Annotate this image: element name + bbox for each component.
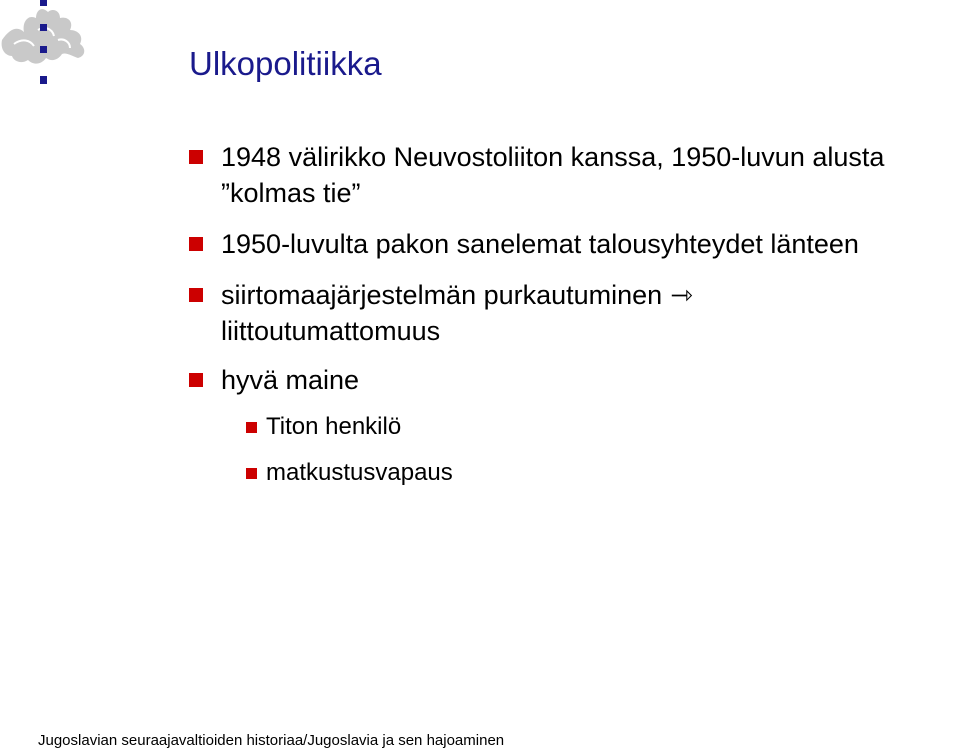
bullet-text: hyvä maine (221, 365, 360, 395)
bullet-item (189, 277, 959, 349)
square-bullet-icon (246, 422, 257, 433)
bullet-text-continued: ”kolmas tie” (221, 178, 361, 208)
bullet-item (189, 362, 959, 398)
square-bullet-icon (246, 468, 257, 479)
right-arrow-icon: ⇾ (670, 280, 693, 310)
bullet-text: siirtomaajärjestelmän purkautuminen (221, 280, 663, 310)
bullet-text-continued: liittoutumattomuus (221, 316, 441, 346)
bullet-item (189, 139, 959, 211)
square-bullet-icon (189, 288, 203, 302)
bullet-text: 1948 välirikko Neuvostoliiton kanssa, 1950-luvun alusta (221, 142, 885, 172)
bullet-text: 1950-luvulta pakon sanelemat talousyhteydet länteen (221, 229, 859, 259)
square-bullet-icon (189, 150, 203, 164)
slide-title: Ulkopolitiikka (189, 45, 382, 82)
bullet-item (189, 226, 959, 262)
sub-bullet-text: Titon henkilö (266, 413, 402, 440)
square-bullet-icon (189, 373, 203, 387)
sub-bullet-text: matkustusvapaus (266, 459, 453, 486)
slide-footer: Jugoslavian seuraajavaltioiden historiaa/Jugoslavia ja sen hajoaminen (38, 732, 505, 749)
square-bullet-icon (189, 237, 203, 251)
